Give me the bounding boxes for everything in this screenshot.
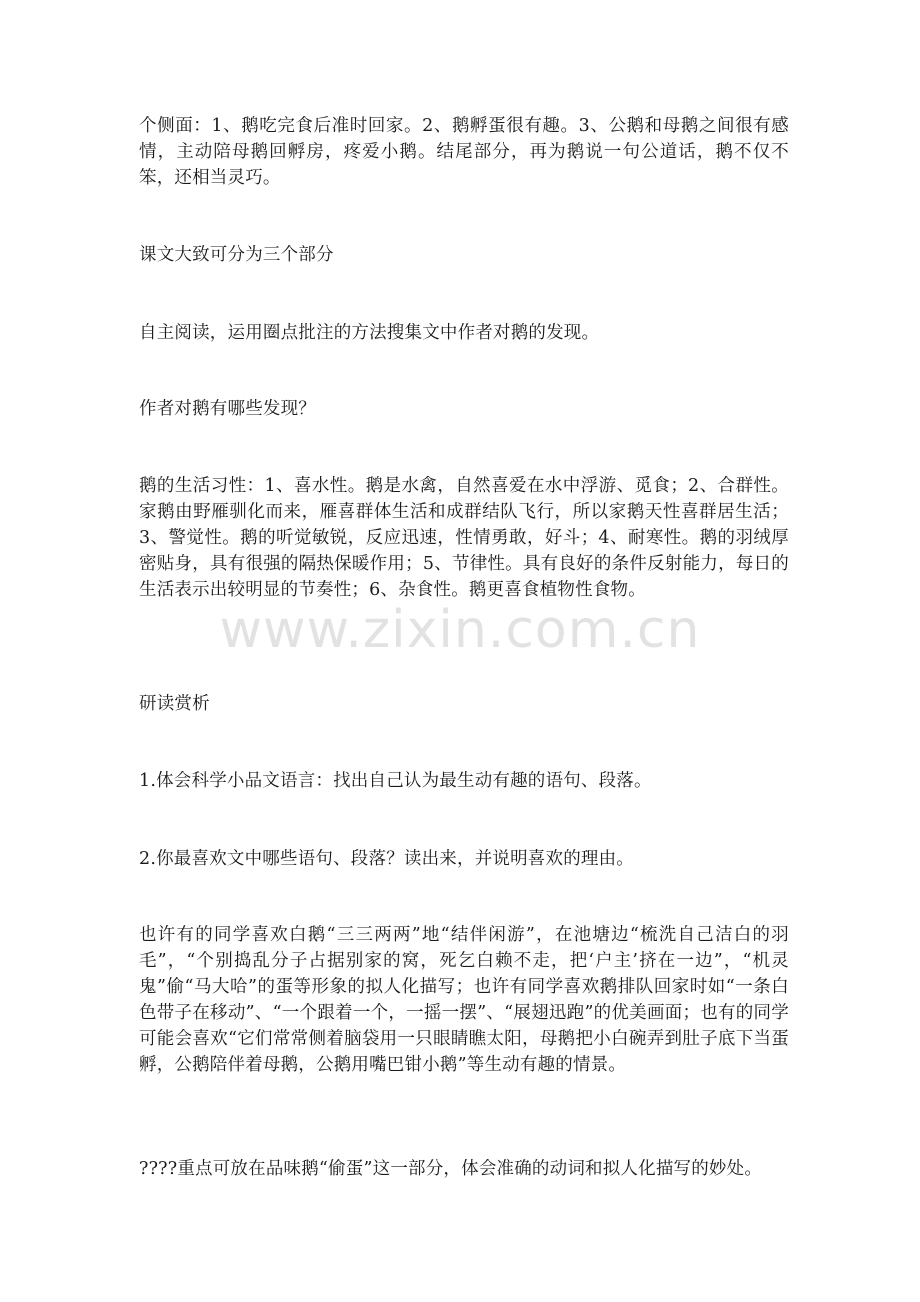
paragraph-task-one: 1.体会科学小品文语言：找出自己认为最生动有趣的语句、段落。: [139, 771, 652, 791]
paragraph-goose-habits: 鹅的生活习性：1、喜水性。鹅是水禽，自然喜爱在水中浮游、觅食；2、合群性。家鹅由野雁驯化而来，雁喜群体生活和成群结队飞行，所以家鹅天性喜群居生活；3、警觉性。鹅的听觉敏锐，反应迅速，性情勇敢，好斗；4、耐寒性。鹅的羽绒厚密贴身，具有很强的隔热保暖作用；5、节律性。具有良好的条件反射能力，每日的生活表示出较明显的节奏性；6、杂食性。鹅更喜食植物性食物。: [139, 476, 789, 600]
paragraph-intro-continuation: 个侧面：1、鹅吃完食后准时回家。2、鹅孵蛋很有趣。3、公鹅和母鹅之间很有感情，主动陪母鹅回孵房，疼爱小鹅。结尾部分，再为鹅说一句公道话，鹅不仅不笨，还相当灵巧。: [139, 116, 789, 188]
section-heading-study: 研读赏析: [139, 694, 210, 714]
paragraph-sample-answer: 也许有的同学喜欢白鹅“三三两两”地“结伴闲游”，在池塘边“梳洗自己洁白的羽毛”，“个别捣乱分子占据别家的窝，死乞白赖不走，把‘户主’挤在一边”，“机灵鬼”偷“马大哈”的蛋等形象的拟人化描写；也许有同学喜欢鹅排队回家时如“一条白色带子在移动”、“一个跟着一个，一摇一摆”、“展翅迅跑”的优美画面；也有的同学可能会喜欢“它们常常侧着脑袋用一只眼睛瞧太阳，母鹅把小白碗弄到肚子底下当蛋孵，公鹅陪伴着母鹅，公鹅用嘴巴钳小鹅”等生动有趣的情景。: [139, 925, 789, 1075]
paragraph-task-two: 2.你最喜欢文中哪些语句、段落？读出来，并说明喜欢的理由。: [139, 849, 634, 869]
watermark-logo: www.zixin.com.cn: [219, 600, 701, 660]
paragraph-question-findings: 作者对鹅有哪些发现？: [139, 399, 316, 419]
paragraph-focus-note: ????重点可放在品味鹅“偷蛋”这一部分，体会准确的动词和拟人化描写的妙处。: [139, 1159, 763, 1179]
paragraph-self-reading: 自主阅读，运用圈点批注的方法搜集文中作者对鹅的发现。: [139, 323, 600, 343]
paragraph-structure-note: 课文大致可分为三个部分: [139, 245, 334, 265]
